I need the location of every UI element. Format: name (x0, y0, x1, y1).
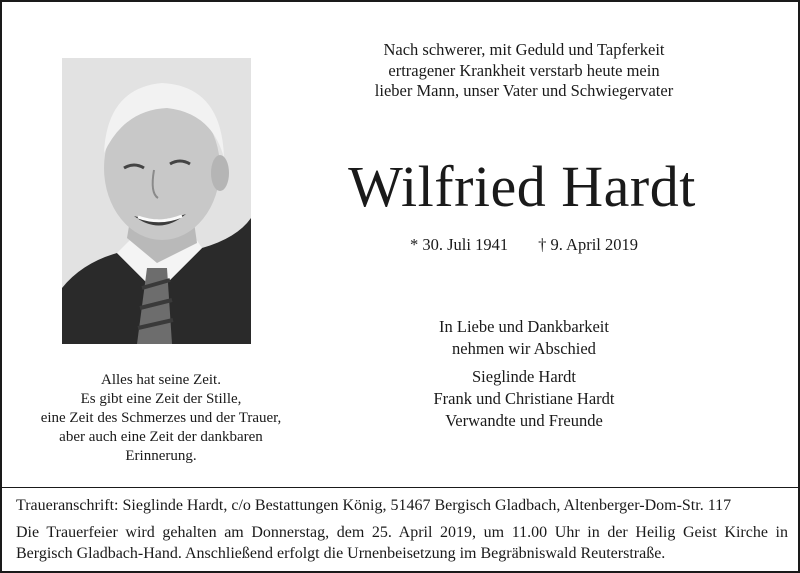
mourning-address: Traueranschrift: Sieglinde Hardt, c/o Bestattungen König, 51467 Bergisch Gladbach, Altenberger-Dom-Str. 117 (16, 497, 732, 514)
life-dates (324, 234, 724, 256)
portrait-photo (62, 58, 251, 344)
intro-line: lieber Mann, unser Vater und Schwiegervater (374, 81, 674, 100)
farewell-text (324, 316, 724, 360)
mourners-list (324, 366, 724, 432)
birth-date: * 30. Juli 1941 (409, 235, 509, 254)
mourner-name: Sieglinde Hardt (471, 367, 577, 386)
mourner-name: Frank und Christiane Hardt (433, 389, 615, 408)
intro-line: ertragener Krankheit verstarb heute mein (388, 60, 660, 80)
deceased-name: Wilfried Hardt (348, 154, 696, 219)
death-date: † 9. April 2019 (538, 235, 638, 254)
farewell-line: In Liebe und Dankbarkeit (439, 317, 609, 336)
quote-line: aber auch eine Zeit der dankbaren (59, 429, 263, 445)
farewell-line: nehmen wir Abschied (452, 339, 596, 358)
divider (2, 487, 798, 488)
quote-line: Erinnerung. (125, 448, 197, 464)
quote-line: Alles hat seine Zeit. (101, 372, 221, 388)
quote-text (16, 371, 306, 466)
mourner-name: Verwandte und Freunde (445, 411, 603, 430)
service-line: Bergisch Gladbach-Hand. Anschließend erfolgt die Urnenbeisetzung im Begräbniswald Reuterstraße. (16, 545, 666, 562)
service-line: Die Trauerfeier wird gehalten am Donnerstag, dem 25. April 2019, um 11.00 Uhr in der Heilig Geist Kirche in (16, 524, 788, 541)
intro-line: Nach schwerer, mit Geduld und Tapferkeit (383, 40, 665, 59)
intro-text (324, 40, 724, 102)
quote-line: Es gibt eine Zeit der Stille, (80, 391, 242, 407)
funeral-service-info (16, 522, 788, 564)
quote-line: eine Zeit des Schmerzes und der Trauer, (40, 410, 282, 426)
